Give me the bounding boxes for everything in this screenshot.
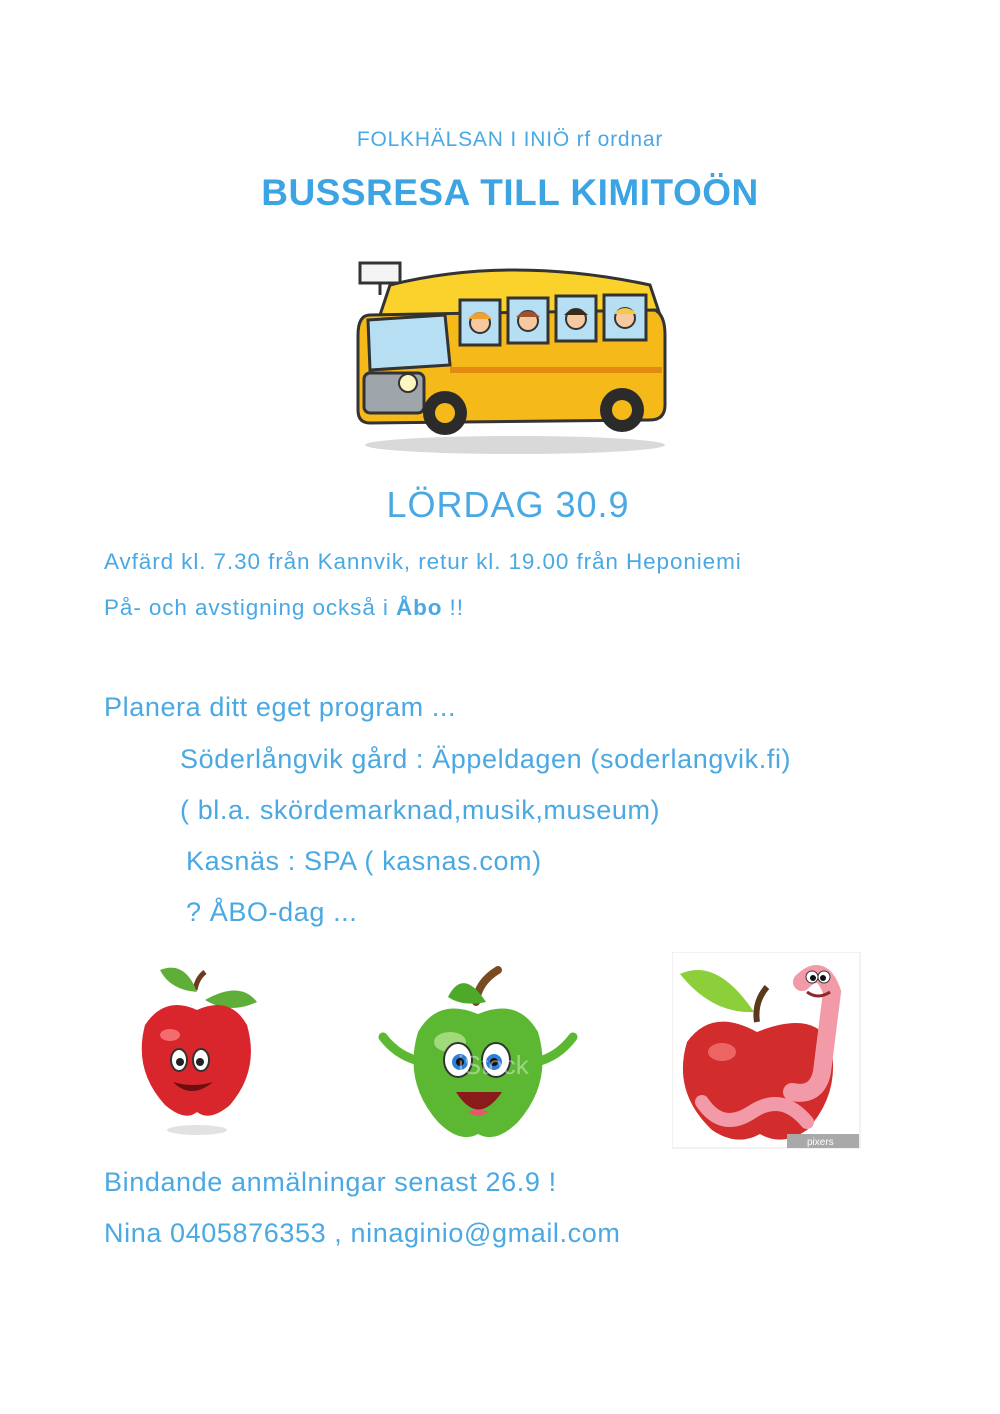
boarding-suffix: !! [442,595,464,620]
flyer-title: BUSSRESA TILL KIMITOÖN [261,172,759,213]
pixers-watermark: pixers [807,1137,834,1148]
organizer-line: FOLKHÄLSAN I INIÖ rf ordnar [356,128,664,151]
event-date: LÖRDAG 30.9 [386,484,630,525]
istock-watermark: iStock [458,1050,529,1080]
red-apple-with-worm-image [672,952,862,1150]
boarding-info [104,595,464,621]
program-item: Söderlångvik gård : Äppeldagen (soderlangvik.fi) [180,744,792,774]
program-item: ? ÅBO-dag ... [186,897,358,927]
boarding-place: Åbo [395,595,443,620]
school-bus-image [350,255,670,455]
program-item: ( bl.a. skördemarknad,musik,museum) [180,795,661,825]
smiling-green-apple-image [378,962,578,1147]
program-intro: Planera ditt eget program ... [104,692,457,722]
registration-deadline: Bindande anmälningar senast 26.9 ! [104,1167,557,1197]
program-item: Kasnäs : SPA ( kasnas.com) [186,846,542,876]
departure-info: Avfärd kl. 7.30 från Kannvik, retur kl. 19.00 från Heponiemi [104,549,742,574]
smiling-red-apple-image [135,960,265,1140]
contact-info: Nina 0405876353 , ninaginio@gmail.com [104,1218,621,1248]
boarding-prefix: På- och avstigning också i [104,595,396,620]
